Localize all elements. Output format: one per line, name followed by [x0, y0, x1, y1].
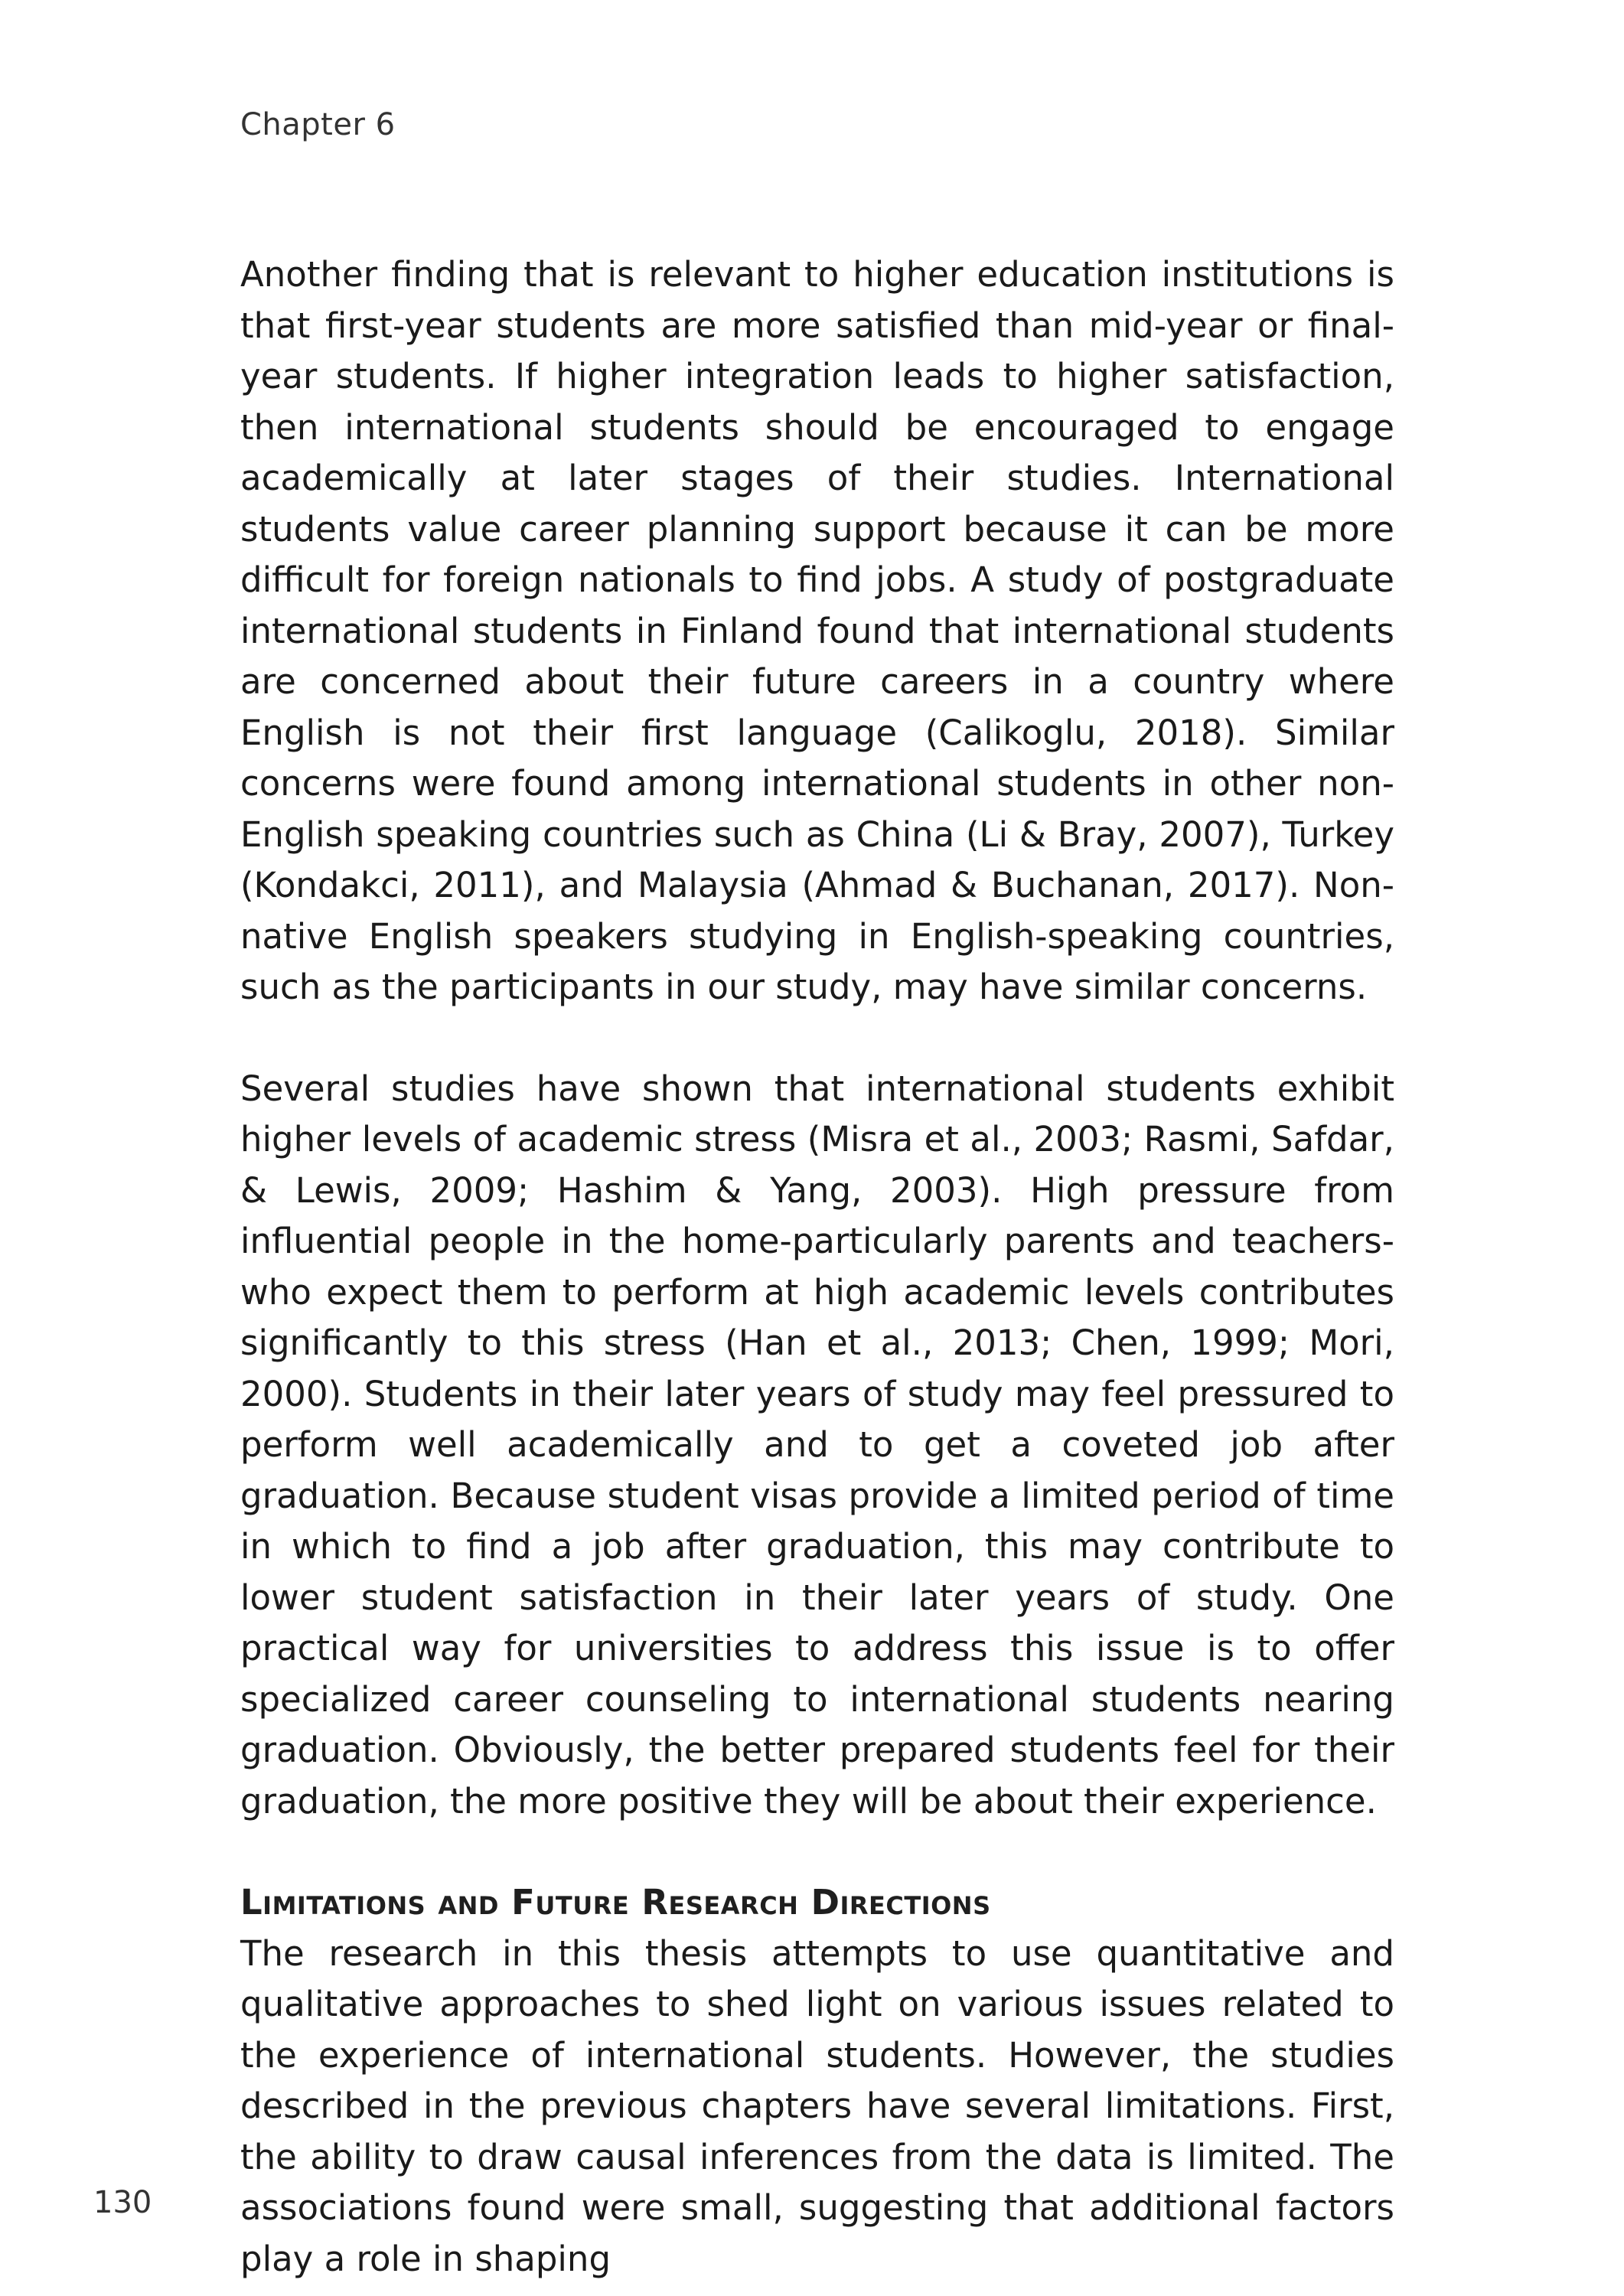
paragraph-3: The research in this thesis attempts to use quantitative and qualitative approaches to shed light on various issues related to the experience of international students. However, the studies described in the previous chapters have several limitations. First, the ability to draw causal inferences from the data is limited. The associations found were small, suggesting that additional factors play a role in shaping [240, 1932, 1394, 2279]
paragraph-2: Several studies have shown that international students exhibit higher levels of academic stress (Misra et al., 2003; Rasmi, Safdar, & Lewis, 2009; Hashim & Yang, 2003). High pressure from influential people in the home-particularly parents and teachers-who expect them to perform at high academic levels contributes significantly to this stress (Han et al., 2013; Chen, 1999; Mori, 2000). Students in their later years of study may feel pressured to perform well academically and to get a coveted job after graduation. Because student visas provide a limited period of time in which to find a job after graduation, this may contribute to lower student satisfaction in their later years of study. One practical way for universities to address this issue is to offer specialized career counseling to international students nearing graduation. Obviously, the better prepared students feel for their graduation, the more positive they will be about their experience. [240, 1068, 1394, 1821]
running-head: Chapter 6 [240, 107, 396, 142]
page-number: 130 [93, 2185, 152, 2220]
body-text [240, 249, 1394, 2285]
paragraph-1: Another finding that is relevant to higher education institutions is that first-year students are more satisfied than mid-year or final-year students. If higher integration leads to higher satisfaction, then international students should be encouraged to engage academically at later stages of their studies. International students value career planning support because it can be more difficult for foreign nationals to find jobs. A study of postgraduate international students in Finland found that international students are concerned about their future careers in a country where English is not their first language (Calikoglu, 2018). Similar concerns were found among international students in other non-English speaking countries such as China (Li & Bray, 2007), Turkey (Kondakci, 2011), and Malaysia (Ahmad & Buchanan, 2017). Non-native English speakers studying in English-speaking countries, such as the participants in our study, may have similar concerns. [240, 254, 1394, 1007]
section-heading: Limitations and Future Research Directions [240, 1882, 991, 1923]
